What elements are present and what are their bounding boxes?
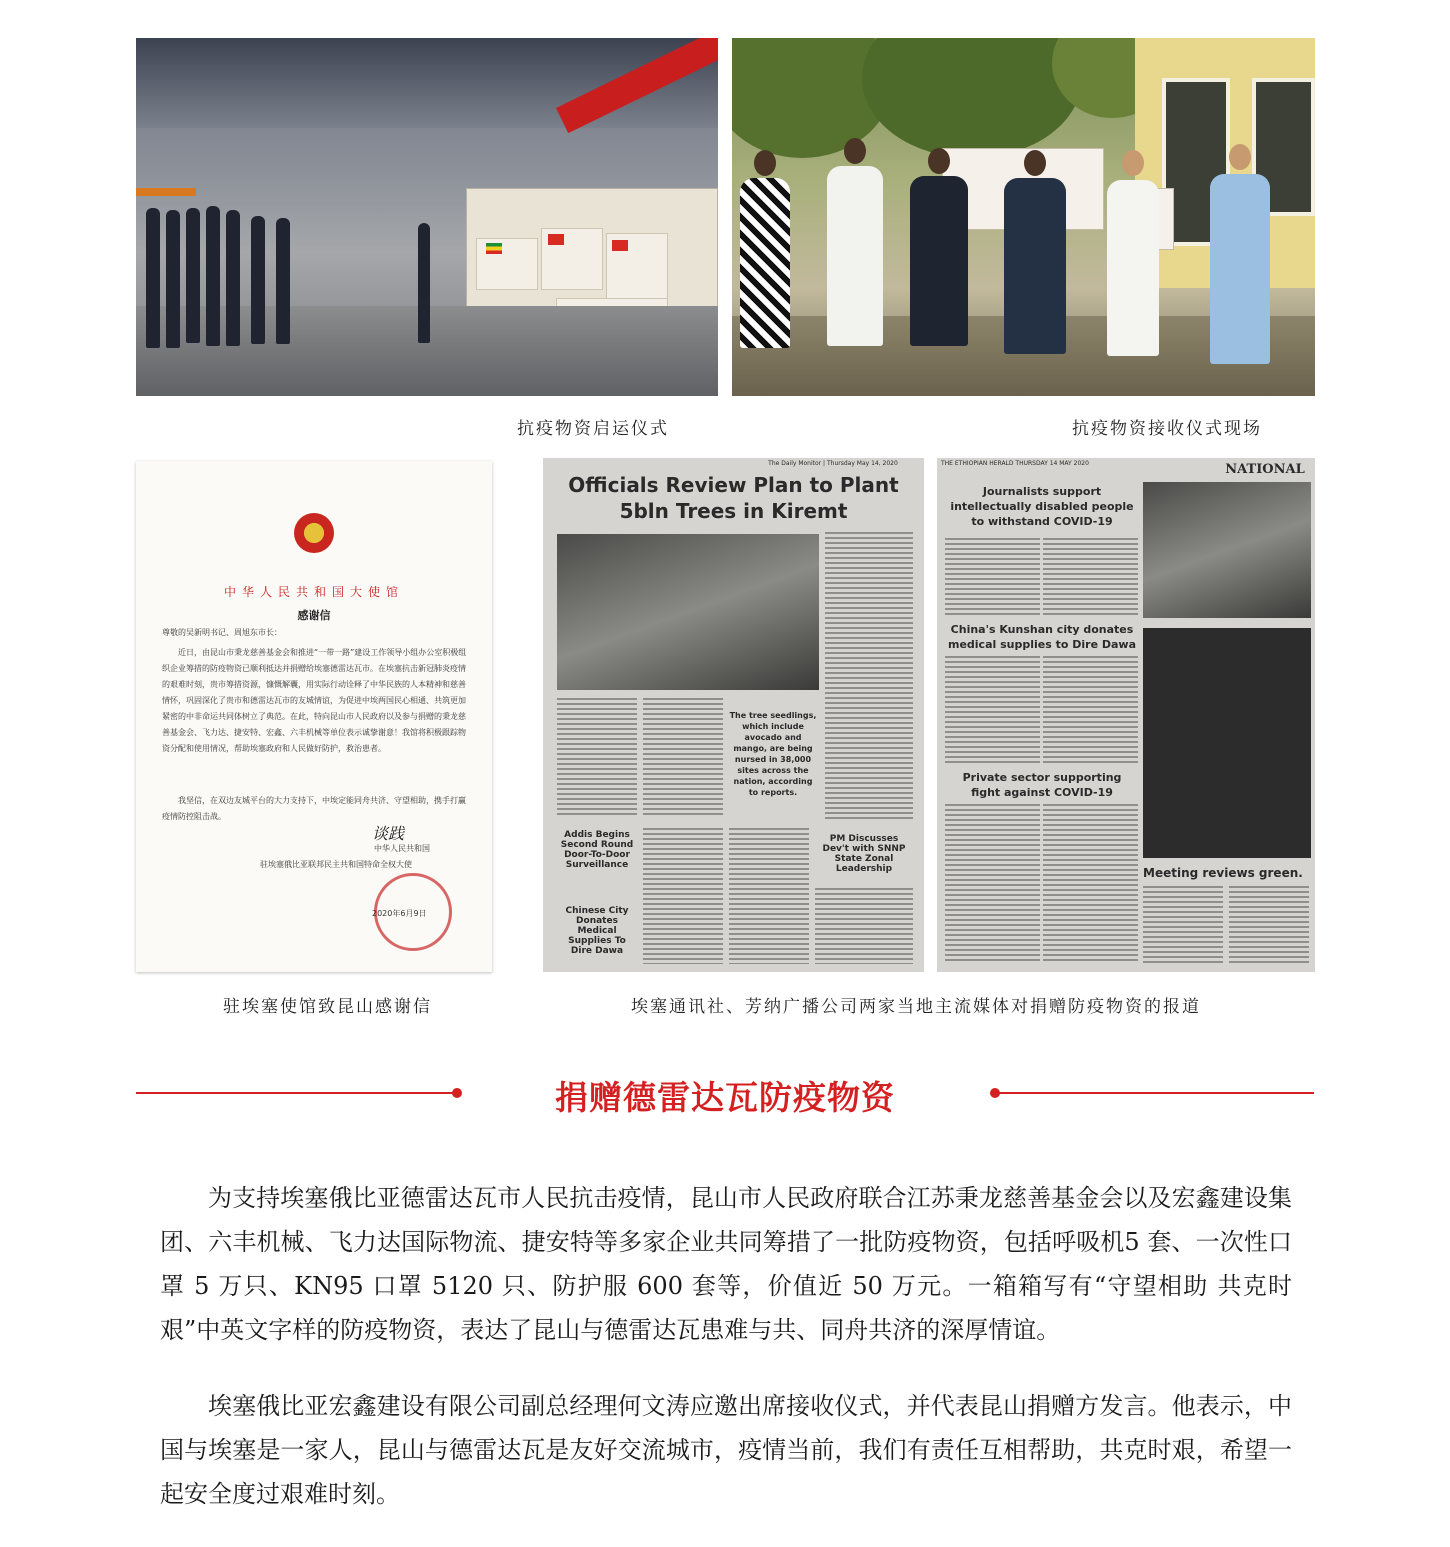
letter-org: 中华人民共和国 bbox=[374, 844, 430, 853]
person-head bbox=[1122, 150, 1144, 176]
brief-2: Chinese City Donates Medical Supplies To Dire Dawa bbox=[565, 906, 629, 956]
text-column bbox=[1043, 538, 1138, 618]
paper1-headline: Officials Review Plan to Plant 5bln Trees in Kiremt bbox=[568, 473, 899, 523]
paper2-headline2: China's Kunshan city donates medical supplies to Dire Dawa bbox=[947, 623, 1136, 651]
text-column bbox=[1043, 656, 1138, 766]
national-emblem-icon bbox=[294, 513, 334, 553]
photo-dispatch-ceremony bbox=[136, 38, 718, 396]
letter-body: 近日，由昆山市秉龙慈善基金会和推进“一带一路”建设工作领导小组办公室积极组织企业筹措的防疫物资已顺利抵达并捐赠给埃塞德雷达瓦市。在埃塞抗击新冠肺炎疫情的艰难时刻，贵市筹措资源，慷慨解囊，用实际行动诠释了中华民族的人本精神和慈善情怀，巩固深化了贵市和德雷达瓦市的友城情谊，为促进中埃两国民心相通、共筑更加紧密的中非命运共同体树立了典范。在此，特向昆山市人民政府以及参与捐赠的秉龙慈善基金会、飞力达、捷安特、宏鑫、六丰机械等单位表示诚挚谢意！我馆将积极跟踪物资分配和使用情况，帮助埃塞政府和人民做好防护，救治患者。 bbox=[162, 648, 467, 753]
person-figure bbox=[1004, 178, 1066, 354]
text-column bbox=[1143, 886, 1223, 966]
attendee bbox=[206, 206, 220, 346]
paper2-photo bbox=[1143, 482, 1311, 618]
caption-letter: 驻埃塞使馆致昆山感谢信 bbox=[223, 997, 432, 1017]
person-figure bbox=[827, 166, 883, 346]
attendee bbox=[226, 210, 240, 346]
newspaper-ethiopian-herald bbox=[937, 458, 1315, 972]
thank-you-letter bbox=[136, 461, 492, 972]
beam bbox=[136, 188, 196, 196]
letter-closing: 我坚信，在双边友城平台的大力支持下，中埃定能同舟共济、守望相助，携手打赢疫情防控阻击战。 bbox=[162, 796, 466, 821]
speaker bbox=[418, 223, 430, 343]
brief-3: PM Discusses Dev't with SNNP State Zonal Leadership bbox=[822, 834, 906, 874]
amharic-advertisement bbox=[1143, 628, 1311, 858]
newspaper-daily-monitor bbox=[543, 458, 924, 972]
person-head bbox=[1229, 144, 1251, 170]
text-column bbox=[945, 656, 1040, 766]
text-column bbox=[815, 888, 913, 964]
paper2-headline4: Meeting reviews green. bbox=[1143, 866, 1303, 880]
china-flag-icon bbox=[612, 240, 628, 251]
attendee bbox=[186, 208, 200, 343]
letter-salutation: 尊敬的吴新明书记、周旭东市长： bbox=[162, 628, 282, 637]
body-paragraph-1: 为支持埃塞俄比亚德雷达瓦市人民抗击疫情，昆山市人民政府联合江苏秉龙慈善基金会以及宏鑫建设集团、六丰机械、飞力达国际物流、捷安特等多家企业共同筹措了一批防疫物资，包括呼吸机5 套、一次性口罩 5 万只、KN95 口罩 5120 只、防护服 600 套等，价值近 50 万元。一箱箱写有“守望相助 共克时艰”中英文字样的防疫物资，表达了昆山与德雷达瓦患难与共、同舟共济的深厚情谊。 bbox=[160, 1184, 1292, 1344]
attendee bbox=[251, 216, 265, 344]
person-figure bbox=[910, 176, 968, 346]
text-column bbox=[643, 698, 723, 818]
person-figure bbox=[1107, 180, 1159, 356]
ethiopia-flag-icon bbox=[486, 243, 502, 254]
person-head bbox=[1024, 150, 1046, 176]
tree bbox=[862, 38, 1082, 158]
paper2-headline1: Journalists support intellectually disabled people to withstand COVID-19 bbox=[950, 485, 1134, 528]
paper1-masthead: The Daily Monitor | Thursday May 14, 2020 bbox=[768, 460, 898, 467]
paper2-masthead: THE ETHIOPIAN HERALD THURSDAY 14 MAY 2020 bbox=[941, 460, 1089, 467]
letter-ambassador: 驻埃塞俄比亚联邦民主共和国特命全权大使 bbox=[260, 860, 412, 869]
text-column bbox=[729, 828, 809, 964]
caption-photo1: 抗疫物资启运仪式 bbox=[517, 419, 669, 439]
body-paragraph-2: 埃塞俄比亚宏鑫建设有限公司副总经理何文涛应邀出席接收仪式，并代表昆山捐赠方发言。他表示，中国与埃塞是一家人，昆山与德雷达瓦是友好交流城市，疫情当前，我们有责任互相帮助，共克时艰，希望一起安全度过艰难时刻。 bbox=[160, 1392, 1292, 1508]
caption-photo2: 抗疫物资接收仪式现场 bbox=[1072, 419, 1262, 439]
person-figure bbox=[1210, 174, 1270, 364]
text-column bbox=[643, 828, 723, 964]
section-title: 捐赠德雷达瓦防疫物资 bbox=[555, 1078, 895, 1117]
letter-header: 中华人民共和国大使馆 bbox=[223, 585, 404, 599]
attendee bbox=[166, 210, 180, 348]
letter-signature: 谈践 bbox=[372, 824, 405, 843]
paper2-section: NATIONAL bbox=[1225, 462, 1305, 477]
text-column bbox=[1229, 886, 1309, 966]
text-column bbox=[557, 698, 637, 818]
brief-1: Addis Begins Second Round Door-To-Door Surveillance bbox=[560, 830, 634, 870]
letter-title: 感谢信 bbox=[297, 609, 331, 622]
caption-newspapers: 埃塞通讯社、芳纳广播公司两家当地主流媒体对捐赠防疫物资的报道 bbox=[631, 997, 1201, 1017]
photo-reception-ceremony bbox=[732, 38, 1315, 396]
text-column bbox=[945, 804, 1040, 964]
text-column bbox=[825, 532, 913, 822]
text-column bbox=[1043, 804, 1138, 964]
attendee bbox=[146, 208, 160, 348]
paper1-photo bbox=[557, 534, 819, 690]
attendee bbox=[276, 218, 290, 344]
letter-date: 2020年6月9日 bbox=[372, 909, 427, 918]
person-head bbox=[754, 150, 776, 176]
person-head bbox=[928, 148, 950, 174]
person-head bbox=[844, 138, 866, 164]
china-flag-icon bbox=[548, 234, 564, 245]
text-column bbox=[945, 538, 1040, 618]
person-figure bbox=[740, 178, 790, 348]
paper2-headline3: Private sector supporting fight against COVID-19 bbox=[962, 771, 1122, 799]
pull-quote: The tree seedlings, which include avocado and mango, are being nursed in 38,000 sites across the nation, according to reports. bbox=[729, 711, 817, 797]
